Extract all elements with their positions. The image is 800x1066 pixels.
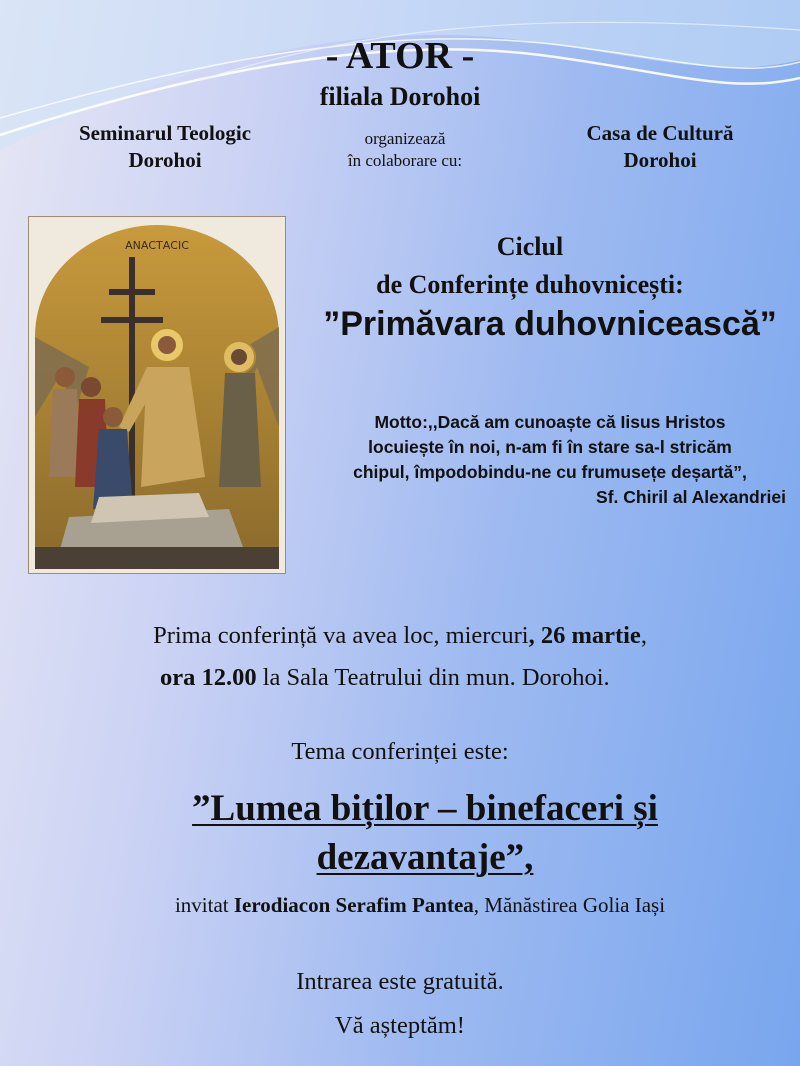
icon-inscription: ΑΝΑCΤΑCΙC bbox=[125, 239, 189, 252]
motto-author: Sf. Chiril al Alexandriei bbox=[596, 487, 786, 507]
motto-line-3: chipul, împodobindu-ne cu frumusețe deșartă”, bbox=[353, 462, 747, 482]
event-date-line bbox=[0, 622, 800, 650]
anastasis-icon-image bbox=[28, 216, 286, 574]
theme-title-line-1: ”Lumea biților – binefaceri și bbox=[192, 788, 658, 829]
guest-affiliation: , Mănăstirea Golia Iași bbox=[473, 893, 666, 917]
cycle-heading: Ciclul bbox=[496, 232, 564, 261]
collaboration-note-line1: organizează bbox=[364, 129, 446, 148]
guest-line bbox=[0, 893, 800, 918]
organizer-seminary-line2: Dorohoi bbox=[128, 148, 202, 172]
organizer-culture-house-line2: Dorohoi bbox=[623, 148, 697, 172]
motto-line-1: Motto:,,Dacă am cunoaște că Iisus Hristos bbox=[374, 412, 726, 432]
anastasis-icon bbox=[29, 217, 285, 573]
organizer-culture-house bbox=[540, 120, 780, 174]
motto-line-2: locuiește în noi, n-am fi în stare sa-l stricăm bbox=[368, 437, 732, 457]
entry-note: Intrarea este gratuită. bbox=[296, 968, 504, 995]
event-date: , 26 martie bbox=[528, 622, 641, 649]
guest-prefix: invitat bbox=[174, 893, 234, 917]
event-place: la Sala Teatrului din mun. Dorohoi. bbox=[256, 664, 610, 691]
organization-title: - ATOR - bbox=[325, 35, 475, 77]
event-time-line bbox=[160, 664, 800, 692]
event-date-suffix: , bbox=[640, 622, 647, 649]
event-time: ora 12.00 bbox=[160, 664, 257, 691]
collaboration-note bbox=[300, 128, 510, 172]
organizer-seminary bbox=[40, 120, 290, 174]
theme-intro: Tema conferinței este: bbox=[291, 738, 509, 765]
event-date-prefix: Prima conferință va avea loc, miercuri bbox=[153, 622, 529, 649]
theme-title-line-2: dezavantaje”, bbox=[316, 837, 534, 878]
cycle-subheading: de Conferințe duhovnicești: bbox=[376, 270, 684, 299]
collaboration-note-line2: în colaborare cu: bbox=[347, 151, 463, 170]
guest-name: Ierodiacon Serafim Pantea bbox=[233, 893, 474, 917]
organizer-culture-house-line1: Casa de Cultură bbox=[586, 121, 734, 145]
organizer-seminary-line1: Seminarul Teologic bbox=[78, 121, 252, 145]
organization-branch: filiala Dorohoi bbox=[319, 82, 481, 111]
cycle-name: ”Primăvara duhovnicească” bbox=[323, 305, 777, 343]
welcome-note: Vă așteptăm! bbox=[335, 1012, 465, 1039]
